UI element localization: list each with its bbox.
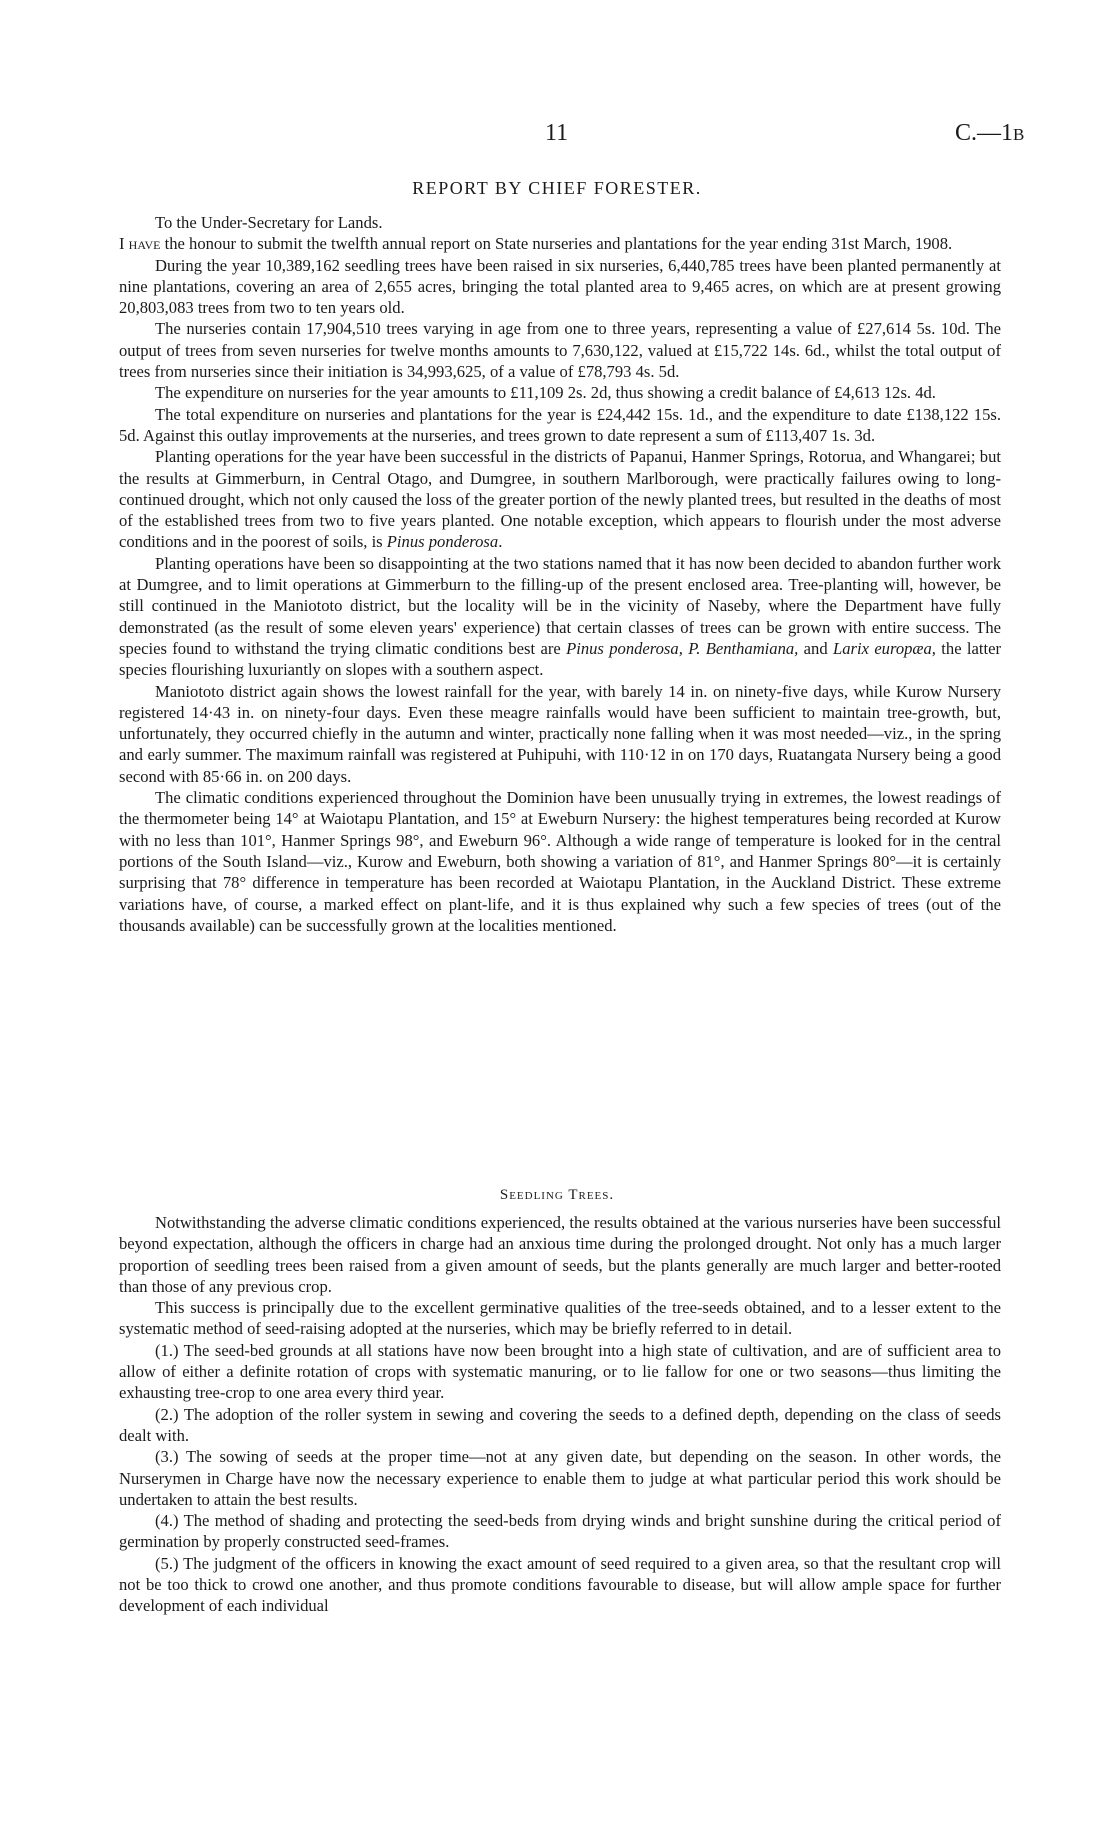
paragraph-planting-operations bbox=[119, 446, 1001, 552]
report-body bbox=[119, 212, 1001, 936]
report-title: REPORT BY CHIEF FORESTER. bbox=[412, 178, 702, 198]
species-name: Pinus ponderosa bbox=[386, 532, 499, 552]
seedling-section-body bbox=[119, 1212, 1001, 1617]
document-reference-suffix: B bbox=[1013, 125, 1025, 144]
paragraph-rainfall: Maniototo district again shows the lowest rainfall for the year, with barely 14 in. on ninety-five days, while Kurow Nursery registered 14·43 in. on ninety-four days. Even these meagre rainfalls would have been sufficient to maintain tree-growth, but, unfortunately, they occurred chiefly in the autumn and winter, practically none falling when it was most needed—viz., in the spring and early summer. The maximum rainfall was registered at Puhipuhi, with 110·12 in on 170 days, Ruatangata Nursery being a good second with 85·66 in. on 200 days. bbox=[119, 681, 1001, 786]
paragraph-nursery-expenditure: The expenditure on nurseries for the year amounts to £11,109 2s. 2d, thus showing a credit balance of £4,613 12s. 4d. bbox=[155, 383, 936, 403]
planting-end: . bbox=[498, 532, 503, 552]
section-heading-seedling-trees: Seedling Trees. bbox=[499, 1187, 615, 1203]
species-conjunction: and bbox=[798, 638, 833, 658]
list-item-seed-judgment: (5.) The judgment of the officers in knowing the exact amount of seed required to a given area, so that the resultant crop will not be too thick to crowd one another, and thus promote conditions favourable to disease, but will allow ample space for further development of each individual bbox=[119, 1553, 1001, 1616]
intro-paragraph bbox=[119, 233, 1001, 254]
list-item-seed-bed-grounds: (1.) The seed-bed grounds at all stations have now been brought into a high state of cultivation, and are of sufficient area to allow of either a definite rotation of crops with systematic manuring, or to lie fallow for one or two seasons—thus limiting the exhausting tree-crop to one area every third year. bbox=[119, 1340, 1001, 1403]
list-item-roller-system: (2.) The adoption of the roller system in sewing and covering the seeds to a defined depth, depending on the class of seeds dealt with. bbox=[119, 1404, 1001, 1445]
disappointing-end: the latter species flourishing luxuriantly on slopes with a southern aspect. bbox=[119, 638, 1002, 680]
paragraph-disappointing-stations bbox=[119, 553, 1001, 681]
document-reference bbox=[955, 120, 1024, 147]
page-number: 11 bbox=[545, 120, 569, 146]
intro-text: the honour to submit the twelfth annual report on State nurseries and plantations for the year ending 31st March, 1908. bbox=[160, 234, 953, 254]
species-name-larix: Larix europæa, bbox=[833, 638, 936, 658]
list-item-shading: (4.) The method of shading and protecting the seed-beds from drying winds and bright sunshine during the critical period of germination by properly constructed seed-frames. bbox=[119, 1511, 1001, 1552]
paragraph-total-expenditure: The total expenditure on nurseries and plantations for the year is £24,442 15s. 1d., and the expenditure to date £138,122 15s. 5d. Against this outlay improvements at the nurseries, and trees grown to date represent a sum of £113,407 1s. 3d. bbox=[119, 404, 1001, 445]
paragraph-nursery-contents: The nurseries contain 17,904,510 trees varying in age from one to three years, representing a value of £27,614 5s. 10d. The output of trees from seven nurseries for twelve months amounts to 7,630,122, valued at £15,722 14s. 6d., whilst the total output of trees from nurseries since their initiation is 34,993,625, of a value of £78,793 4s. 5d. bbox=[119, 319, 1001, 382]
paragraph-climate: The climatic conditions experienced throughout the Dominion have been unusually trying in extremes, the lowest readings of the thermometer being 14° at Waiotapu Plantation, and 15° at Eweburn Nursery: the highest temperatures being recorded at Kurow with no less than 101°, Hanmer Springs 98°, and Eweburn 96°. Although a wide range of temperature is looked for in the central portions of the South Island—viz., Kurow and Eweburn, both showing a variation of 81°, and Hanmer Springs 80°—it is certainly surprising that 78° difference in temperature has been recorded at Waiotapu Plantation, in the Auckland District. These extreme variations have, of course, a marked effect on plant-life, and it is thus explained why such a few species of trees (out of the thousands available) can be successfully grown at the localities mentioned. bbox=[119, 788, 1001, 935]
disappointing-text: Planting operations have been so disappointing at the two stations named that it has now been decided to abandon further work at Dumgree, and to limit operations at Gimmerburn to the filling-up of the present enclosed area. Tree-planting will, however, be still continued in the Maniototo district, but the locality will be in the vicinity of Naseby, where the Department have fully demonstrated (as the result of some eleven years' experience) that certain classes of trees can be grown with entire success. The species found to withstand the trying climatic conditions best are bbox=[119, 553, 1001, 658]
list-item-sowing-time: (3.) The sowing of seeds at the proper time—not at any given date, but depending on the season. In other words, the Nurserymen in Charge have now the necessary experience to enable them to judge at what particular period this work should be undertaken to attain the best results. bbox=[119, 1447, 1001, 1509]
intro-lead: I have bbox=[119, 234, 161, 254]
document-reference-main: C.—1 bbox=[955, 120, 1014, 146]
addressee-line: To the Under-Secretary for Lands. bbox=[155, 213, 383, 232]
paragraph-seedlings-raised: During the year 10,389,162 seedling trees have been raised in six nurseries, 6,440,785 trees have been planted permanently at nine plantations, covering an area of 2,655 acres, bringing the total planted area to 9,465 acres, on which are at present growing 20,803,083 trees from two to ten years old. bbox=[119, 255, 1001, 318]
planting-text: Planting operations for the year have been successful in the districts of Papanui, Hanmer Springs, Rotorua, and Whangarei; but the results at Gimmerburn, in Central Otago, and Dumgree, in southern Marlborough, were practically failures owing to long-continued drought, which not only caused the loss of the greater portion of the newly planted trees, but resulted in the deaths of most of the established trees from two to five years planted. One notable exception, which appears to flourish under the most adverse conditions and in the poorest of soils, is bbox=[119, 447, 1001, 552]
paragraph-seedling-success: This success is principally due to the excellent germinative qualities of the tree-seeds obtained, and to a lesser extent to the systematic method of seed-raising adopted at the nurseries, which may be briefly referred to in detail. bbox=[119, 1298, 1001, 1339]
paragraph-seedling-results: Notwithstanding the adverse climatic conditions experienced, the results obtained at the various nurseries have been successful beyond expectation, although the officers in charge had an anxious time during the prolonged drought. Not only has a much larger proportion of seedling trees been raised from a given amount of seeds, but the plants generally are much larger and better-rooted than those of any previous crop. bbox=[119, 1213, 1001, 1296]
species-names: Pinus ponderosa, P. Benthamiana, bbox=[566, 638, 799, 658]
